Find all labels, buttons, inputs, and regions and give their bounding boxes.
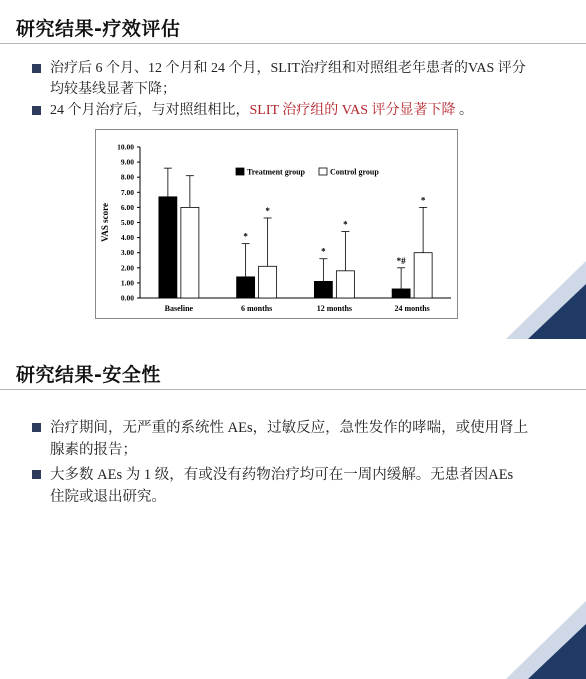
y-tick-label: 8.00 [120,172,134,182]
y-tick-label: 5.00 [120,218,134,227]
efficacy-bullets [30,58,530,121]
safety-slide [0,340,586,679]
efficacy-bullet-1 [30,58,530,100]
y-tick-label: 2.00 [120,263,134,273]
y-tick-label: 10.00 [117,142,134,152]
efficacy-slide [0,0,586,339]
bar-control [181,207,199,298]
significance-mark: *# [396,255,406,266]
safety-bullet-2-text: 大多数 AEs 为 1 级，有或没有药物治疗均可在一周内缓解。无患者因AEs 住院或退出研究。 [50,467,514,505]
safety-bullets [30,417,530,511]
y-axis-label: VAS score [100,203,110,242]
y-tick-label: 9.00 [120,157,134,167]
bar-treatment [159,197,177,298]
corner-decoration [506,199,586,339]
bar-control [336,271,354,298]
significance-mark: * [265,205,270,216]
title-divider [0,43,586,44]
safety-title: 研究结果-安全性 [16,364,161,386]
vas-bar-chart [96,130,457,318]
efficacy-title: 研究结果-疗效评估 [16,18,181,40]
legend-swatch-control [319,168,327,175]
bar-control [259,266,277,298]
square-bullet-icon [32,106,41,115]
bar-treatment [314,281,332,298]
square-bullet-icon [32,423,41,432]
y-tick-label: 3.00 [120,248,134,258]
significance-mark: * [243,231,248,242]
safety-bullet-1-text: 治疗期间，无严重的系统性 AEs，过敏反应，急性发作的哮喘，或使用肾上腺素的报告； [50,420,529,458]
significance-mark: * [343,219,348,230]
vas-chart [95,129,458,319]
bar-treatment [392,289,410,298]
legend-swatch-treatment [236,168,244,175]
legend-label-treatment: Treatment group [247,167,305,177]
title-divider [0,389,586,390]
efficacy-bullet-2-suffix: 。 [455,103,474,118]
efficacy-bullet-2-prefix: 24 个月治疗后，与对照组相比， [50,103,250,118]
efficacy-bullet-2 [30,100,530,121]
square-bullet-icon [32,64,41,73]
safety-bullet-2 [30,464,530,508]
legend-label-control: Control group [330,167,379,177]
y-tick-label: 6.00 [120,202,134,212]
significance-mark: * [420,195,426,206]
x-category-label: 6 months [240,304,273,313]
efficacy-bullet-2-highlight: SLIT 治疗组的 VAS 评分显著下降 [249,103,456,118]
significance-mark: * [321,246,326,257]
corner-decoration [506,539,586,679]
x-category-label: 12 months [316,304,353,313]
x-category-label: Baseline [164,304,194,313]
safety-bullet-1 [30,417,530,461]
square-bullet-icon [32,470,41,479]
bar-treatment [237,277,255,298]
x-category-label: 24 months [394,304,430,313]
y-tick-label: 1.00 [120,278,134,288]
y-tick-label: 0.00 [120,293,134,303]
y-tick-label: 7.00 [120,187,134,197]
efficacy-bullet-1-text: 治疗后 6 个月、12 个月和 24 个月，SLIT治疗组和对照组老年患者的VAS 评分均较基线显著下降； [50,61,526,97]
bar-control [414,253,432,298]
y-tick-label: 4.00 [120,233,134,243]
